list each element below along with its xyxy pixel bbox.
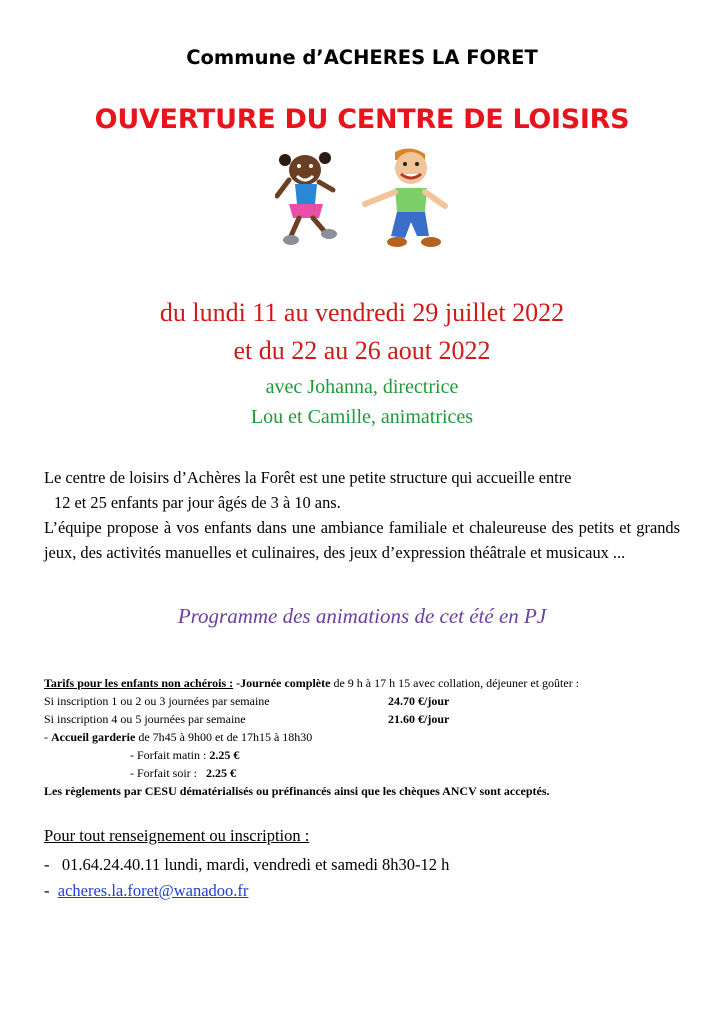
forfait-matin-label: - Forfait matin : (130, 748, 210, 762)
intro-line-1: Le centre de loisirs d’Achères la Forêt est une petite structure qui accueille entre (44, 468, 572, 487)
dancing-children-illustration (275, 146, 455, 251)
journee-detail: de 9 h à 17 h 15 avec collation, déjeuner et goûter : (330, 676, 580, 690)
programme-note: Programme des animations de cet été en PJ (177, 604, 547, 628)
garderie-detail: de 7h45 à 9h00 et de 17h15 à 18h30 (135, 730, 313, 744)
boy-figure (365, 148, 445, 247)
tarif-row-1 (44, 692, 704, 710)
garderie-row (44, 728, 704, 746)
dates-july: du lundi 11 au vendredi 29 juillet 2022 (159, 298, 565, 327)
contact-email-link[interactable]: acheres.la.foret@wanadoo.fr (57, 881, 249, 900)
contact-email-row (44, 878, 449, 904)
tarif-row-2-price: 21.60 €/jour (388, 712, 450, 726)
girl-figure (277, 152, 337, 245)
email-dash: - (44, 881, 50, 900)
forfait-soir-label: - Forfait soir : (130, 766, 206, 780)
garderie-label: Accueil garderie (51, 730, 136, 744)
phone-dash: - (44, 855, 50, 874)
contact-heading: Pour tout renseignement ou inscription : (44, 826, 310, 845)
forfait-soir-price: 2.25 € (206, 766, 236, 780)
activities-paragraph: L’équipe propose à vos enfants dans une ambiance familiale et chaleureuse des petits et grands jeux, des activités manuelles et culinaires, des jeux d’expression théâtrale et musicaux ... (44, 518, 680, 562)
tarif-row-2 (44, 710, 704, 728)
contact-phone-row (44, 852, 449, 878)
tarifs-heading-row (44, 674, 704, 692)
staff-director: avec Johanna, directrice (265, 376, 459, 398)
contact-phone: 01.64.24.40.11 lundi, mardi, vendredi et samedi 8h30-12 h (61, 855, 450, 874)
commune-heading: Commune d’ACHERES LA FORET (186, 46, 538, 69)
forfait-matin-price: 2.25 € (209, 748, 240, 762)
page-title: OUVERTURE DU CENTRE DE LOISIRS (94, 104, 630, 135)
staff-animators: Lou et Camille, animatrices (250, 406, 474, 428)
tarif-row-2-label: Si inscription 4 ou 5 journées par semaine (44, 712, 246, 726)
garderie-dash: - (44, 730, 51, 744)
intro-paragraph (44, 466, 680, 515)
tarif-row-1-price: 24.70 €/jour (388, 694, 450, 708)
journee-label: -Journée complète (236, 676, 331, 690)
intro-line-2: 12 et 25 enfants par jour âgés de 3 à 10 ans. (54, 492, 341, 512)
dates-august: et du 22 au 26 aout 2022 (233, 336, 491, 365)
contact-list (44, 852, 449, 904)
forfait-matin-row (44, 746, 704, 764)
tarif-row-1-label: Si inscription 1 ou 2 ou 3 journées par semaine (44, 694, 270, 708)
reglements-note: Les règlements par CESU dématérialisés ou préfinancés ainsi que les chèques ANCV sont acceptés. (44, 784, 550, 798)
tarifs-section (44, 674, 704, 800)
tarifs-heading: Tarifs pour les enfants non achérois : (44, 676, 234, 690)
forfait-soir-row (44, 764, 704, 782)
